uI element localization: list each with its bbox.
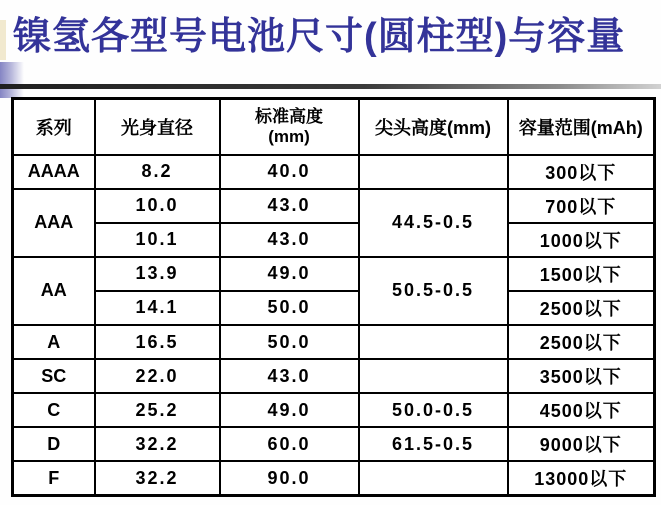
capacity-cell: 2500以下: [508, 325, 655, 359]
page-title: 镍氢各型号电池尺寸(圆柱型)与容量: [13, 16, 626, 58]
table-row: [13, 393, 655, 427]
diameter-cell: 8.2: [95, 155, 220, 189]
std-height-cell: 43.0: [220, 189, 359, 223]
table-row: [13, 189, 655, 223]
title-gradient-strip: [0, 62, 24, 98]
table-row: [13, 257, 655, 291]
col-header-tip-height: 尖头高度(mm): [359, 99, 508, 155]
capacity-cell: 300以下: [508, 155, 655, 189]
series-cell: D: [13, 427, 95, 461]
col-header-std-height-line1: 标准高度: [255, 107, 323, 127]
diameter-cell: 14.1: [95, 291, 220, 325]
tip-height-cell: 44.5-0.5: [359, 189, 508, 257]
col-header-std-height-line2: (mm): [268, 126, 310, 146]
battery-size-table: [11, 97, 656, 497]
table-row: [13, 291, 655, 325]
std-height-cell: 90.0: [220, 461, 359, 495]
table-row: [13, 359, 655, 393]
diameter-cell: 32.2: [95, 461, 220, 495]
series-cell: C: [13, 393, 95, 427]
diameter-cell: 10.0: [95, 189, 220, 223]
col-header-diameter: 光身直径: [95, 99, 220, 155]
std-height-cell: 49.0: [220, 257, 359, 291]
capacity-cell: 3500以下: [508, 359, 655, 393]
capacity-cell: 4500以下: [508, 393, 655, 427]
capacity-cell: 13000以下: [508, 461, 655, 495]
std-height-cell: 50.0: [220, 325, 359, 359]
table-row: [13, 223, 655, 257]
tip-height-cell: [359, 325, 508, 359]
diameter-cell: 13.9: [95, 257, 220, 291]
tip-height-cell: 50.0-0.5: [359, 393, 508, 427]
series-cell: AAAA: [13, 155, 95, 189]
std-height-cell: 50.0: [220, 291, 359, 325]
table-row: [13, 427, 655, 461]
std-height-cell: 49.0: [220, 393, 359, 427]
capacity-cell: 700以下: [508, 189, 655, 223]
series-cell: AAA: [13, 189, 95, 257]
diameter-cell: 22.0: [95, 359, 220, 393]
table-row: [13, 155, 655, 189]
tip-height-cell: 61.5-0.5: [359, 427, 508, 461]
series-cell: SC: [13, 359, 95, 393]
tip-height-cell: [359, 155, 508, 189]
tip-height-cell: [359, 359, 508, 393]
table-header-row: [13, 99, 655, 155]
table-row: [13, 325, 655, 359]
capacity-cell: 2500以下: [508, 291, 655, 325]
std-height-cell: 40.0: [220, 155, 359, 189]
title-divider-rule: [0, 84, 661, 89]
diameter-cell: 32.2: [95, 427, 220, 461]
capacity-cell: 1500以下: [508, 257, 655, 291]
tip-height-cell: [359, 461, 508, 495]
capacity-cell: 9000以下: [508, 427, 655, 461]
col-header-std-height: [220, 99, 359, 155]
col-header-capacity: 容量范围(mAh): [508, 99, 655, 155]
capacity-cell: 1000以下: [508, 223, 655, 257]
diameter-cell: 25.2: [95, 393, 220, 427]
std-height-cell: 43.0: [220, 359, 359, 393]
std-height-cell: 60.0: [220, 427, 359, 461]
diameter-cell: 10.1: [95, 223, 220, 257]
tip-height-cell: 50.5-0.5: [359, 257, 508, 325]
table-row: [13, 461, 655, 495]
title-accent-tab: [0, 20, 6, 60]
col-header-series: 系列: [13, 99, 95, 155]
series-cell: AA: [13, 257, 95, 325]
std-height-cell: 43.0: [220, 223, 359, 257]
diameter-cell: 16.5: [95, 325, 220, 359]
series-cell: A: [13, 325, 95, 359]
series-cell: F: [13, 461, 95, 495]
